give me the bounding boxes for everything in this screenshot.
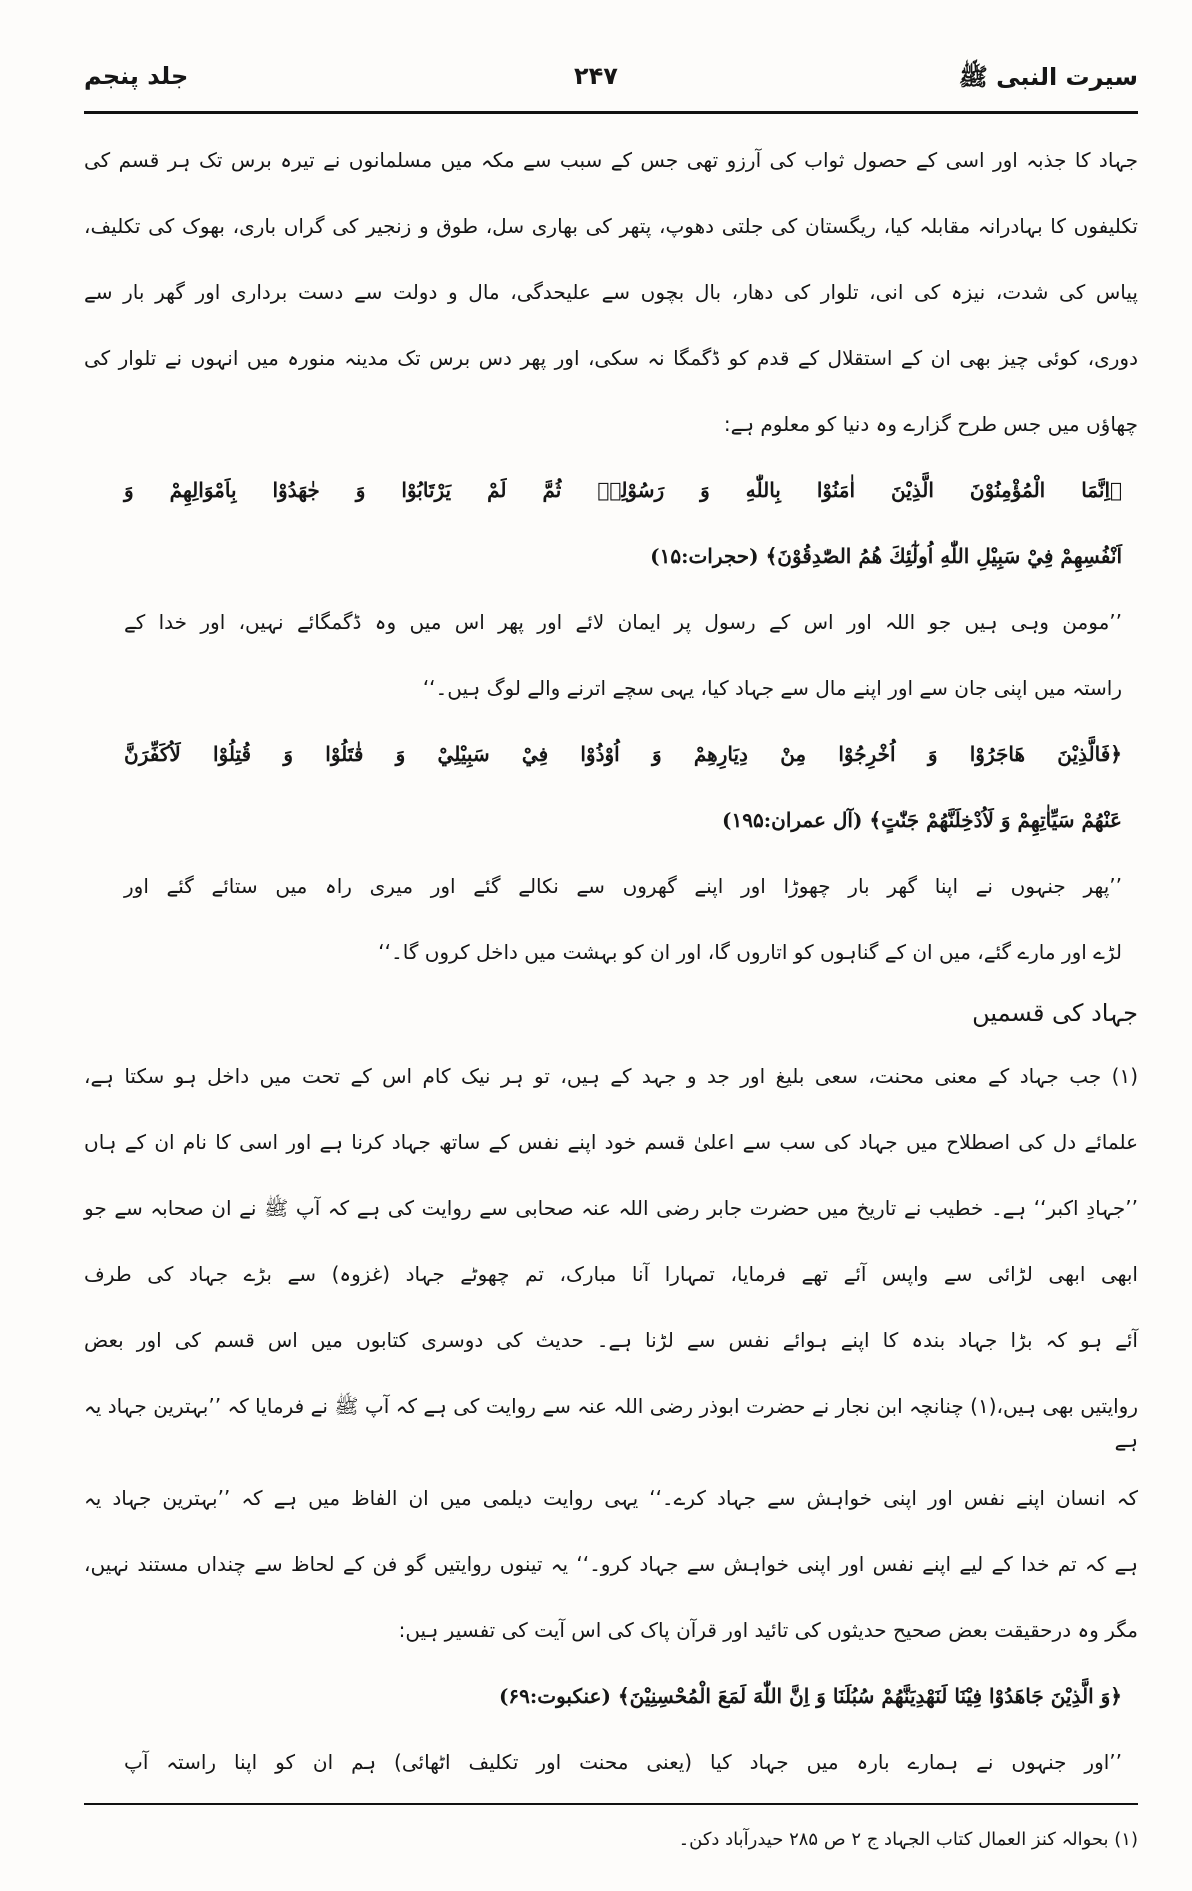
section-text: [84, 1051, 1138, 1787]
translation-line: ’’پھر جنہوں نے اپنا گھر بار چھوڑا اور اپنے گھروں سے نکالے گئے اور میری راہ میں ستائے گئے اور: [124, 874, 1122, 898]
translation-line: راستہ میں اپنی جان سے اور اپنے مال سے جہاد کیا، یہی سچے اترنے والے لوگ ہیں۔‘‘: [422, 676, 1122, 700]
text-line: جہاد کا جذبہ اور اسی کے حصول ثواب کی آرزو تھی جس کے سبب سے مکہ میں مسلمانوں نے تیرہ برس تک ہر قسم کی: [84, 148, 1138, 172]
text-line: آئے ہو کہ بڑا جہاد بندہ کا اپنے ہوائے نفس سے لڑنا ہے۔ حدیث کی دوسری کتابوں میں اس قسم کی اور بعض: [84, 1328, 1138, 1352]
page-header: [84, 62, 1138, 102]
translation-line: ’’مومن وہی ہیں جو اللہ اور اس کے رسول پر ایمان لائے اور پھر اس میں وہ ڈگمگائے نہیں، اور خدا کے: [124, 610, 1122, 634]
page-number: ۲۴۷: [574, 62, 618, 90]
quran-verse: ﴿فَالَّذِيْنَ هَاجَرُوْا وَ اُخْرِجُوْا مِنْ دِيَارِهِمْ وَ اُوْذُوْا فِيْ سَبِيْلِيْ وَ قٰتَلُوْا وَ قُتِلُوْا لَاُكَفِّرَنَّ: [124, 742, 1122, 766]
text-line: چھاؤں میں جس طرح گزارے وہ دنیا کو معلوم ہے:: [723, 412, 1138, 436]
text-line: پیاس کی شدت، نیزہ کی انی، تلوار کی دھار، بال بچوں سے علیحدگی، مال و دولت سے دست برداری اور گھر بار سے: [84, 280, 1138, 304]
quran-verse: ﴿وَ الَّذِيْنَ جَاهَدُوْا فِيْنَا لَنَهْدِيَنَّهُمْ سُبُلَنَا وَ اِنَّ اللّٰهَ لَمَعَ الْمُحْسِنِيْنَ﴾ (عنکبوت:۶۹): [498, 1684, 1122, 1708]
book-title: سیرت النبی ﷺ: [958, 63, 1138, 91]
footnote-rule: [84, 1803, 1138, 1805]
quran-verse: اَنْفُسِهِمْ فِيْ سَبِيْلِ اللّٰهِ اُولٰٓئِكَ هُمُ الصّٰدِقُوْنَ﴾ (حجرات:۱۵): [650, 544, 1122, 568]
section-heading: جہاد کی قسمیں: [972, 999, 1138, 1027]
quran-verse: ﴿اِنَّمَا الْمُؤْمِنُوْنَ الَّذِيْنَ اٰمَنُوْا بِاللّٰهِ وَ رَسُوْلِهٖ ثُمَّ لَمْ يَرْتَابُوْا وَ جٰهَدُوْا بِاَمْوَالِهِمْ وَ: [124, 478, 1122, 502]
header-rule: [84, 111, 1138, 114]
volume-label: جلد پنجم: [84, 62, 189, 90]
text-line: ’’جہادِ اکبر‘‘ ہے۔ خطیب نے تاریخ میں حضرت جابر رضی اللہ عنہ صحابی سے روایت کی ہے کہ آپ ﷺ نے ان صحابہ سے جو: [84, 1196, 1138, 1220]
text-line: علمائے دل کی اصطلاح میں جہاد کی سب سے اعلیٰ قسم خود اپنے نفس کے ساتھ جہاد کرنا ہے اور اسی کا نام ان کے ہاں: [84, 1130, 1138, 1154]
translation-line: ’’اور جنہوں نے ہمارے بارہ میں جہاد کیا (یعنی محنت اور تکلیف اٹھائی) ہم ان کو اپنا راستہ آپ: [124, 1750, 1122, 1774]
footnote: (۱) بحوالہ کنز العمال کتاب الجہاد ج ۲ ص ۲۸۵ حیدرآباد دکن۔: [678, 1829, 1138, 1850]
page-content: [84, 135, 1138, 1855]
text-line: (۱) جب جہاد کے معنی محنت، سعی بلیغ اور جد و جہد کے ہیں، تو ہر نیک کام اس کے تحت میں داخل ہو سکتا ہے،: [84, 1064, 1138, 1088]
text-line: روایتیں بھی ہیں،(۱) چنانچہ ابن نجار نے حضرت ابوذر رضی اللہ عنہ سے روایت کی ہے کہ آپ ﷺ نے فرمایا کہ ’’بہترین جہاد یہ ہے: [84, 1394, 1139, 1452]
text-line: دوری، کوئی چیز بھی ان کے استقلال کے قدم کو ڈگمگا نہ سکی، اور پھر دس برس تک مدینہ منورہ میں انہوں نے تلوار کی: [84, 346, 1138, 370]
text-line: ابھی ابھی لڑائی سے واپس آئے تھے فرمایا، تمہارا آنا مبارک، تم چھوٹے جہاد (غزوہ) سے بڑے جہاد کی طرف: [84, 1262, 1138, 1286]
text-line: کہ انسان اپنے نفس اور اپنی خواہش سے جہاد کرے۔‘‘ یہی روایت دیلمی میں ان الفاظ میں ہے کہ ’’بہترین جہاد یہ: [84, 1486, 1138, 1510]
translation-line: لڑے اور مارے گئے، میں ان کے گناہوں کو اتاروں گا، اور ان کو بہشت میں داخل کروں گا۔‘‘: [378, 940, 1122, 964]
body-text: [84, 135, 1138, 977]
text-line: ہے کہ تم خدا کے لیے اپنے نفس اور اپنی خواہش سے جہاد کرو۔‘‘ یہ تینوں روایتیں گو فن کے لحاظ سے چنداں مستند نہیں،: [84, 1552, 1138, 1576]
text-line: تکلیفوں کا بہادرانہ مقابلہ کیا، ریگستان کی جلتی دھوپ، پتھر کی بھاری سل، طوق و زنجیر کی گراں باری، بھوک کی تکلیف،: [84, 214, 1138, 238]
quran-verse: عَنْهُمْ سَيِّاٰتِهِمْ وَ لَاُدْخِلَنَّهُمْ جَنّٰتٍ﴾ (آل عمران:۱۹۵): [722, 808, 1122, 832]
text-line: مگر وہ درحقیقت بعض صحیح حدیثوں کی تائید اور قرآن پاک کی اس آیت کی تفسیر ہیں:: [398, 1618, 1138, 1642]
